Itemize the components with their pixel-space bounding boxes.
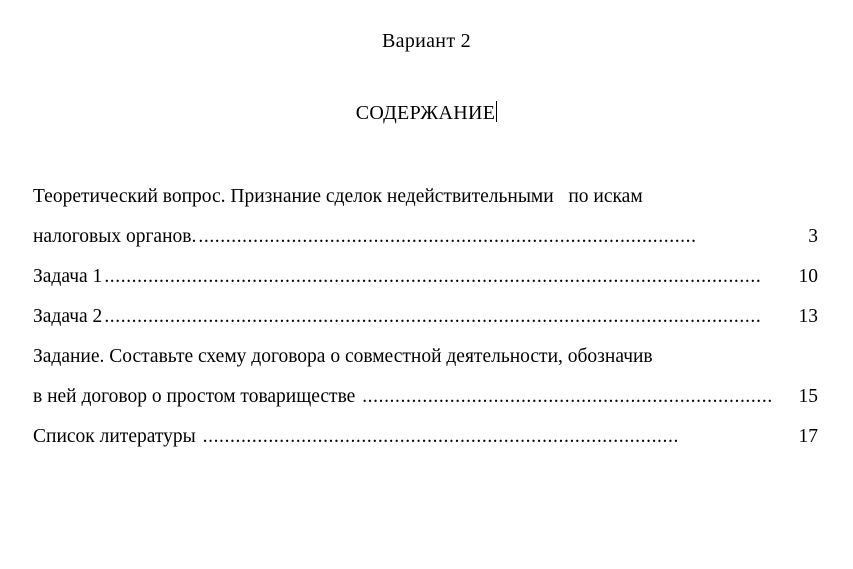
toc-entry[interactable] <box>33 297 818 337</box>
toc-page-number: 15 <box>798 386 818 407</box>
document-page <box>0 30 853 569</box>
toc-entry-line2: Задача 2 <box>33 306 103 327</box>
toc-leader-dots: ........................................................................................................................ <box>104 306 762 327</box>
toc-page-number: 10 <box>798 266 818 287</box>
toc-entry[interactable] <box>33 257 818 297</box>
toc-entry-line2: Список литературы <box>33 426 201 447</box>
toc-entry[interactable] <box>33 337 818 417</box>
toc-page-number: 13 <box>798 306 818 327</box>
toc-page-number: 17 <box>798 426 818 447</box>
toc-leader-dots: ........................................................................................................................ <box>104 266 762 287</box>
toc-page-number: 3 <box>808 226 818 247</box>
text-cursor <box>496 101 497 122</box>
table-of-contents <box>0 177 853 457</box>
contents-heading-text: СОДЕРЖАНИЕ <box>355 102 496 124</box>
toc-leader-dots: ........................................................................... <box>362 386 773 407</box>
toc-entry-line1: Задание. Составьте схему договора о совместной деятельности, обозначив <box>33 346 653 367</box>
toc-entry-line2: Задача 1 <box>33 266 103 287</box>
toc-entry[interactable] <box>33 417 818 457</box>
toc-entry-line2: налоговых органов. <box>33 226 197 247</box>
toc-entry-line2: в ней договор о простом товариществе <box>33 386 361 407</box>
toc-entry-line1: Теоретический вопрос. Признание сделок недействительными по искам <box>33 186 643 207</box>
toc-leader-dots: ........................................................................................... <box>198 226 697 247</box>
variant-heading: Вариант 2 <box>382 30 471 52</box>
toc-leader-dots: ....................................................................................... <box>202 426 679 447</box>
contents-heading <box>0 101 853 125</box>
toc-entry[interactable] <box>33 177 818 257</box>
